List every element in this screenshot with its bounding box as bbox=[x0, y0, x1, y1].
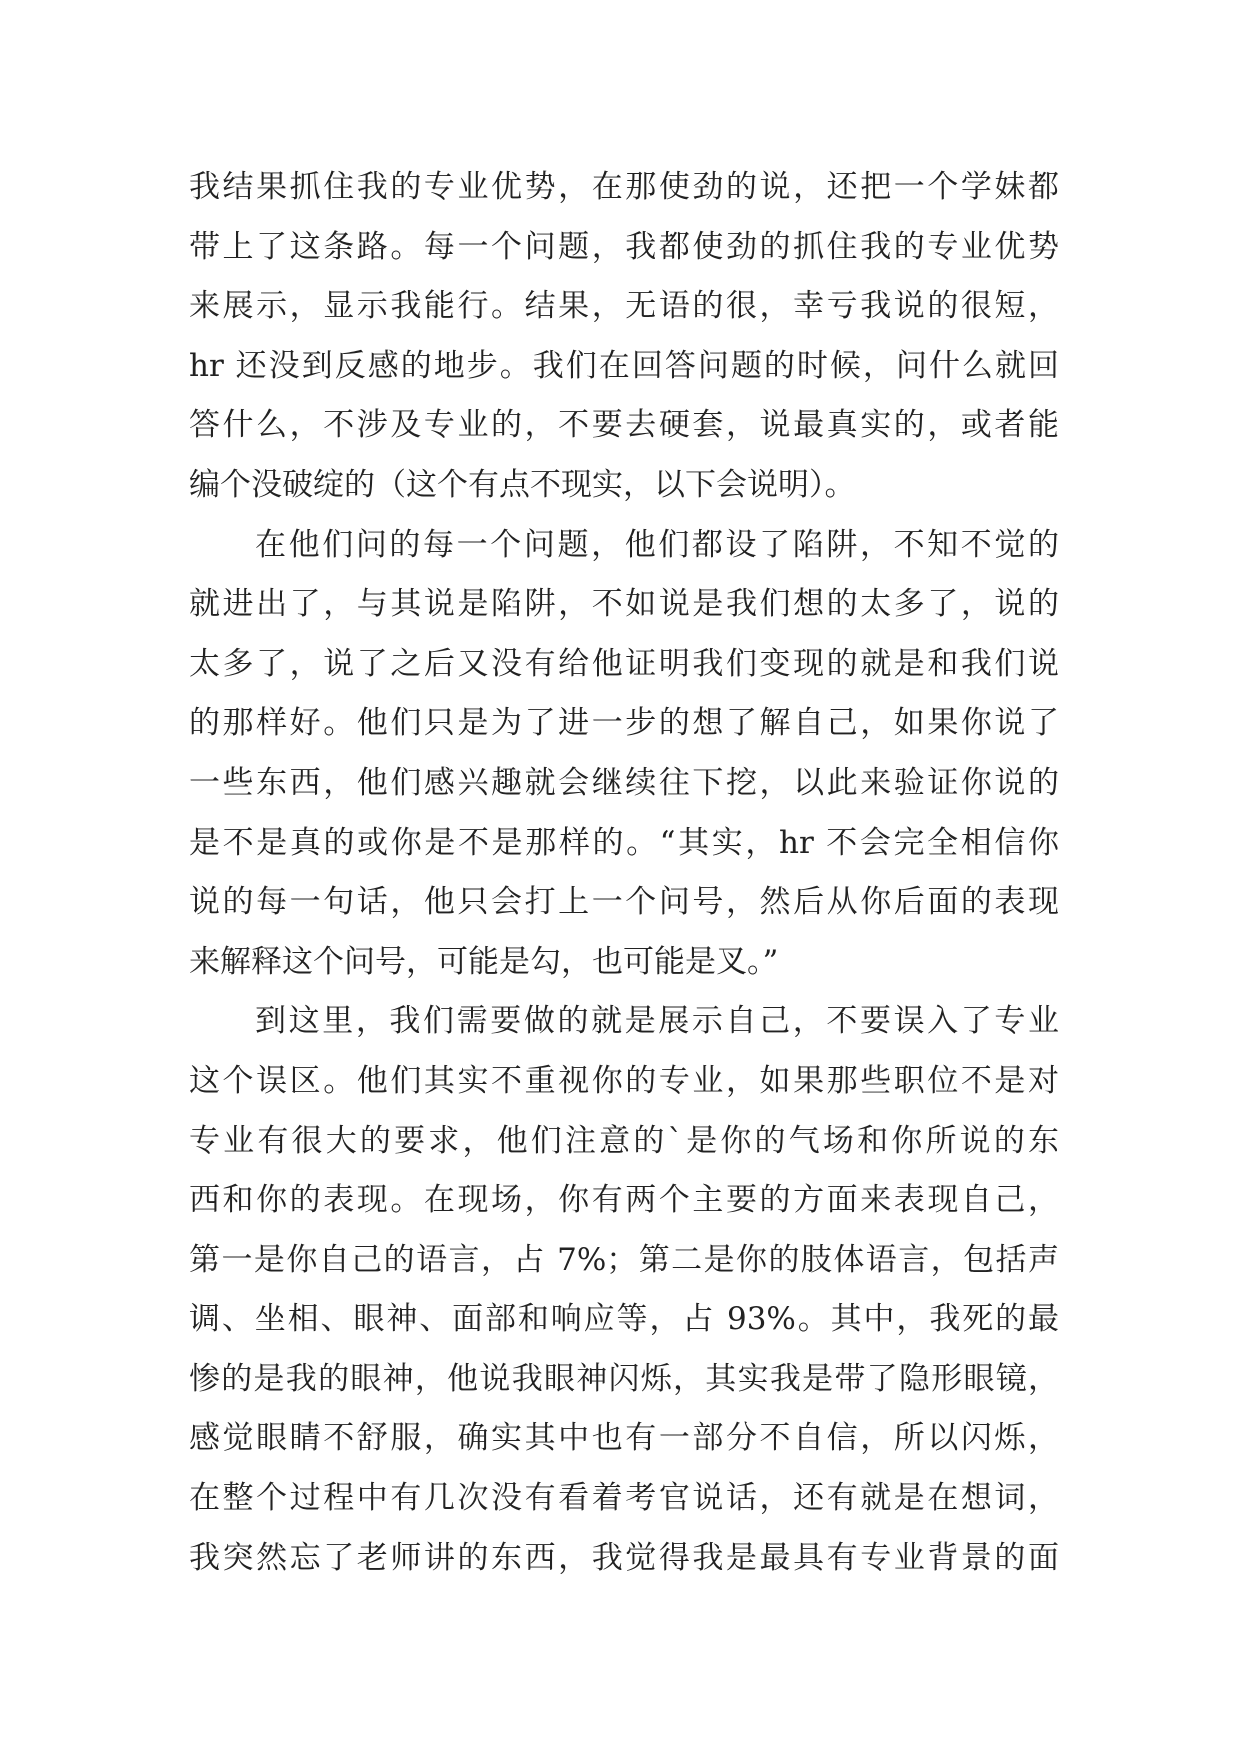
text-line: hr 还没到反感的地步。我们在回答问题的时候，问什么就回 bbox=[189, 347, 1059, 384]
text-line: 惨的是我的眼神，他说我眼神闪烁，其实我是带了隐形眼镜， bbox=[189, 1360, 1059, 1397]
text-line: 我突然忘了老师讲的东西，我觉得我是最具有专业背景的面 bbox=[189, 1539, 1059, 1576]
text-line: 是不是真的或你是不是那样的。“其实，hr 不会完全相信你 bbox=[189, 824, 1059, 861]
text-line: 感觉眼睛不舒服，确实其中也有一部分不自信，所以闪烁， bbox=[189, 1420, 1059, 1457]
text-line: 第一是你自己的语言，占 7%；第二是你的肢体语言，包括声 bbox=[189, 1241, 1059, 1278]
text-line: 我结果抓住我的专业优势，在那使劲的说，还把一个学妹都 bbox=[189, 169, 1059, 205]
text-line: 来展示，显示我能行。结果，无语的很，幸亏我说的很短， bbox=[189, 288, 1059, 325]
text-line: 太多了，说了之后又没有给他证明我们变现的就是和我们说 bbox=[189, 645, 1059, 682]
text-line: 就进出了，与其说是陷阱，不如说是我们想的太多了，说的 bbox=[189, 586, 1059, 623]
text-line: 到这里，我们需要做的就是展示自己，不要误入了专业 bbox=[255, 1003, 1059, 1040]
text-line: 答什么，不涉及专业的，不要去硬套，说最真实的，或者能 bbox=[189, 407, 1059, 444]
text-line: 调、坐相、眼神、面部和响应等，占 93%。其中，我死的最 bbox=[189, 1301, 1059, 1338]
text-line: 在整个过程中有几次没有看着考官说话，还有就是在想词， bbox=[189, 1480, 1059, 1517]
text-line: 来解释这个问号，可能是勾，也可能是叉。” bbox=[189, 943, 779, 980]
text-line: 专业有很大的要求，他们注意的`是你的气场和你所说的东 bbox=[189, 1122, 1059, 1159]
text-line: 带上了这条路。每一个问题，我都使劲的抓住我的专业优势 bbox=[189, 228, 1059, 265]
text-line: 这个误区。他们其实不重视你的专业，如果那些职位不是对 bbox=[189, 1062, 1059, 1099]
text-line: 一些东西，他们感兴趣就会继续往下挖，以此来验证你说的 bbox=[189, 764, 1059, 801]
document-body bbox=[189, 158, 1059, 1588]
text-line: 编个没破绽的（这个有点不现实，以下会说明）。 bbox=[189, 466, 856, 503]
text-line: 西和你的表现。在现场，你有两个主要的方面来表现自己， bbox=[189, 1182, 1059, 1219]
text-line: 的那样好。他们只是为了进一步的想了解自己，如果你说了 bbox=[189, 705, 1059, 742]
text-line: 说的每一句话，他只会打上一个问号，然后从你后面的表现 bbox=[189, 884, 1059, 921]
text-line: 在他们问的每一个问题，他们都设了陷阱，不知不觉的 bbox=[255, 526, 1059, 563]
